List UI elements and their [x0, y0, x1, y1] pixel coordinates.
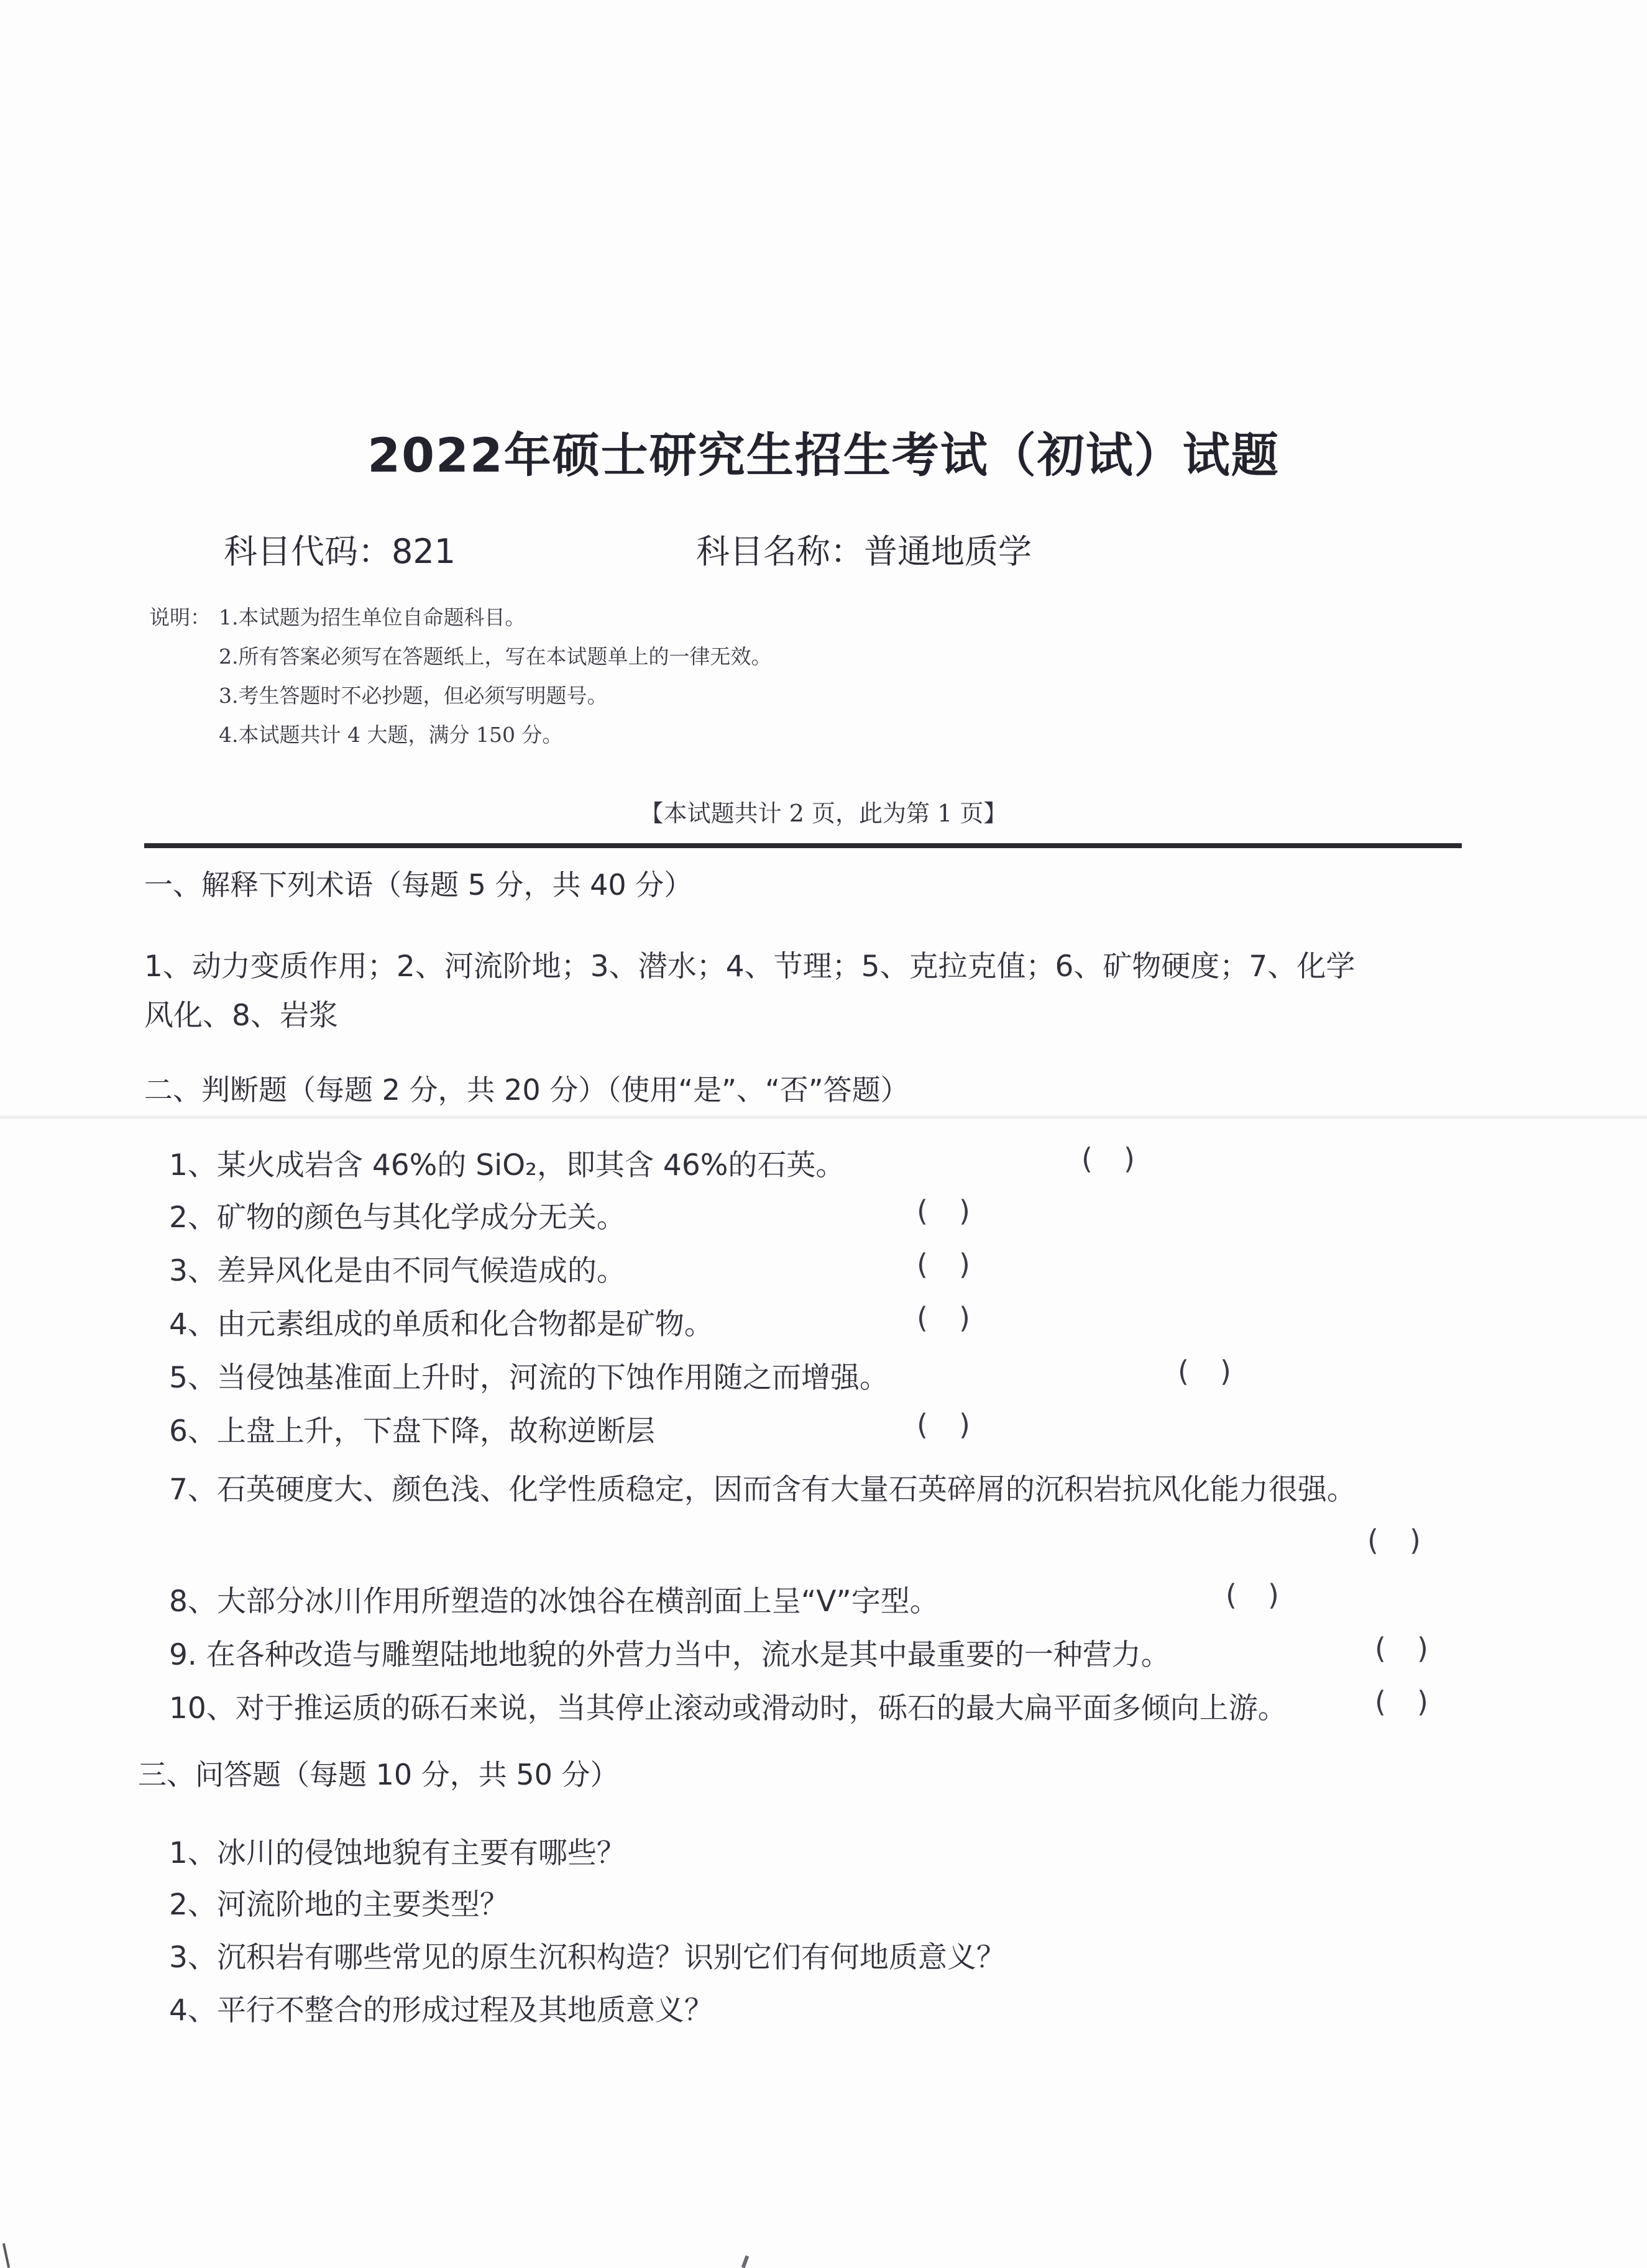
- answer-bracket[interactable]: ( ): [917, 1194, 970, 1228]
- tf-question: 8、大部分冰川作用所塑造的冰蚀谷在横剖面上呈“V”字型。: [169, 1584, 939, 1619]
- short-answer-question: 4、平行不整合的形成过程及其地质意义？: [169, 1993, 713, 2028]
- answer-bracket[interactable]: ( ): [917, 1301, 970, 1335]
- answer-bracket[interactable]: ( ): [1375, 1685, 1428, 1719]
- answer-bracket[interactable]: ( ): [1367, 1524, 1421, 1557]
- tf-question: 3、差异风化是由不同气候造成的。: [169, 1254, 626, 1288]
- short-answer-question: 1、冰川的侵蚀地貌有主要有哪些？: [169, 1836, 626, 1870]
- answer-bracket[interactable]: ( ): [917, 1248, 970, 1281]
- terms-line: 风化、8、岩浆: [144, 999, 338, 1033]
- tf-question: 7、石英硬度大、颜色浅、化学性质稳定，因而含有大量石英碎屑的沉积岩抗风化能力很强。: [169, 1473, 1356, 1507]
- instruction-item: 2.所有答案必须写在答题纸上，写在本试题单上的一律无效。: [219, 644, 772, 669]
- exam-title: 2022年硕士研究生招生考试（初试）试题: [367, 428, 1280, 483]
- tf-question: 10、对于推运质的砾石来说，当其停止滚动或滑动时，砾石的最大扁平面多倾向上游。: [169, 1691, 1287, 1726]
- answer-bracket[interactable]: ( ): [1375, 1632, 1428, 1665]
- scan-edge-mark: [2, 2243, 10, 2268]
- tf-question: 4、由元素组成的单质和化合物都是矿物。: [169, 1307, 713, 1342]
- section-heading-short-answer: 三、问答题（每题 10 分，共 50 分）: [138, 1758, 619, 1791]
- tf-question: 1、某火成岩含 46%的 SiO₂，即其含 46%的石英。: [169, 1148, 845, 1182]
- short-answer-question: 3、沉积岩有哪些常见的原生沉积构造？识别它们有何地质意义？: [169, 1941, 1006, 1975]
- page-indicator: 【本试题共计 2 页，此为第 1 页】: [640, 800, 1007, 827]
- subject-name: 科目名称：普通地质学: [696, 532, 1032, 571]
- tf-question: 6、上盘上升，下盘下降，故称逆断层: [169, 1414, 655, 1448]
- instruction-item: 3.考生答题时不必抄题，但必须写明题号。: [219, 684, 608, 708]
- header-divider: [144, 843, 1462, 848]
- paper-fold-crease: [0, 1115, 1647, 1119]
- instructions-prefix: 说明：: [149, 605, 211, 629]
- terms-line: 1、动力变质作用；2、河流阶地；3、潜水；4、节理；5、克拉克值；6、矿物硬度；7、化学: [144, 949, 1356, 984]
- section-heading-true-false: 二、判断题（每题 2 分，共 20 分）（使用“是”、“否”答题）: [144, 1073, 909, 1107]
- section-heading-terms: 一、解释下列术语（每题 5 分，共 40 分）: [144, 868, 693, 902]
- answer-bracket[interactable]: ( ): [1178, 1355, 1231, 1388]
- subject-code: 科目代码：821: [224, 532, 456, 571]
- instruction-item: 4.本试题共计 4 大题，满分 150 分。: [219, 723, 563, 747]
- scan-edge-mark: [741, 2256, 749, 2268]
- tf-question: 2、矿物的颜色与其化学成分无关。: [169, 1200, 626, 1235]
- answer-bracket[interactable]: ( ): [1081, 1142, 1135, 1176]
- tf-question: 9. 在各种改造与雕塑陆地地貌的外营力当中，流水是其中最重要的一种营力。: [169, 1638, 1170, 1672]
- answer-bracket[interactable]: ( ): [1226, 1578, 1279, 1612]
- answer-bracket[interactable]: ( ): [917, 1408, 970, 1442]
- short-answer-question: 2、河流阶地的主要类型？: [169, 1888, 509, 1922]
- instruction-item: 1.本试题为招生单位自命题科目。: [219, 605, 526, 629]
- tf-question: 5、当侵蚀基准面上升时，河流的下蚀作用随之而增强。: [169, 1361, 889, 1395]
